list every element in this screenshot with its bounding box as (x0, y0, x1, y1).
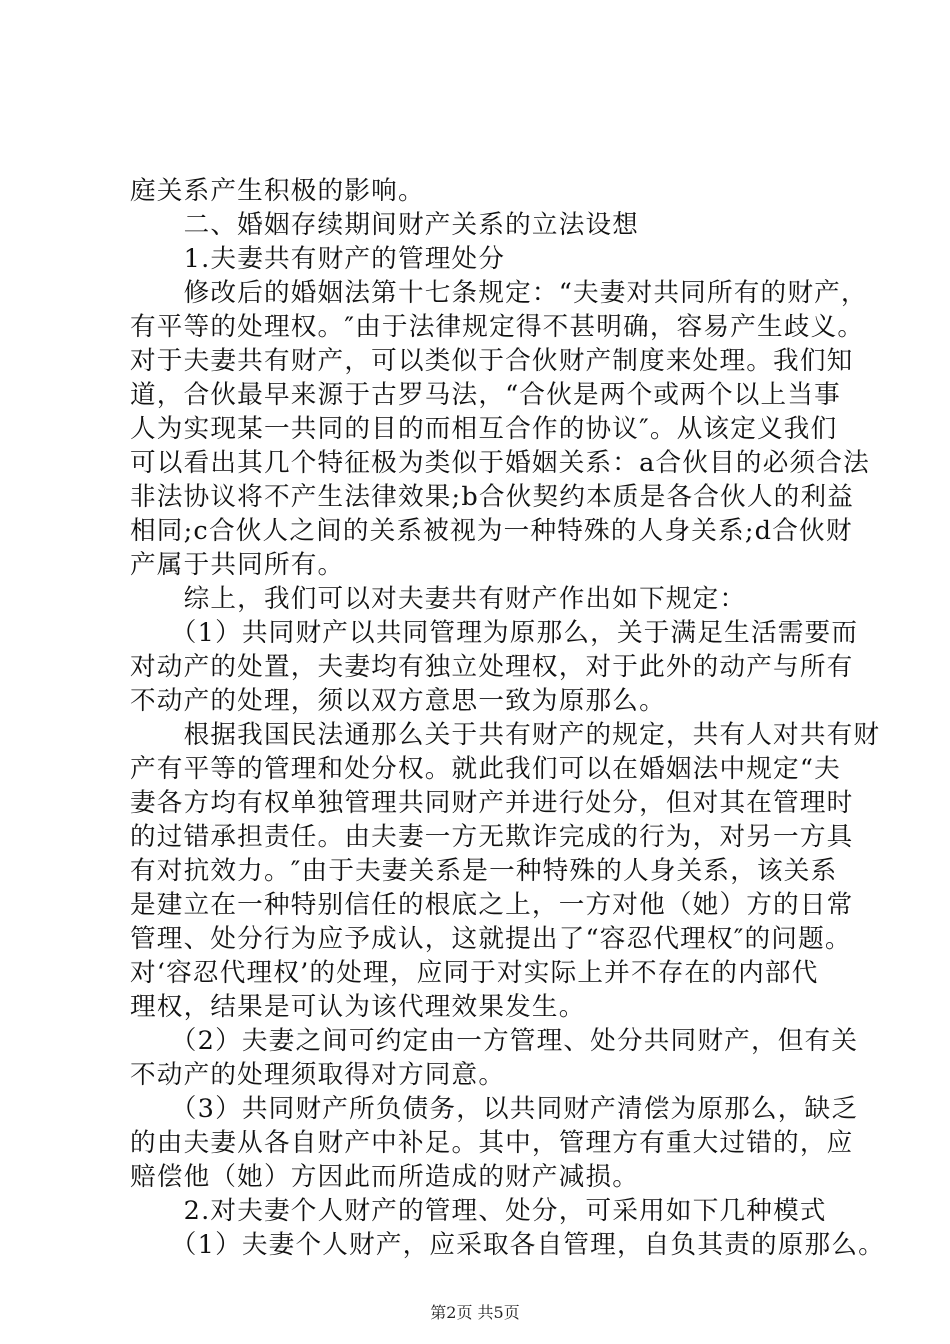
text-line: 赔偿他（她）方因此而所造成的财产减损。 (130, 1162, 640, 1192)
text-line: 是建立在一种特别信任的根底之上，一方对他（她）方的日常 (130, 890, 854, 920)
text-line: 不动产的处理须取得对方同意。 (130, 1060, 506, 1090)
section-heading: 二、婚姻存续期间财产关系的立法设想 (130, 210, 640, 240)
text-line: 不动产的处理，须以双方意思一致为原那么。 (130, 686, 666, 716)
page-number-footer: 第2页 共5页 (430, 1303, 520, 1322)
text-line: 相同;c合伙人之间的关系被视为一种特殊的人身关系;d合伙财 (130, 516, 853, 546)
subsection-heading: 1.夫妻共有财产的管理处分 (130, 244, 506, 274)
text-line: 管理、处分行为应予成认，这就提出了“容忍代理权″的问题。 (130, 924, 852, 954)
text-line: （1）夫妻个人财产，应采取各自管理，自负其责的原那么。 (130, 1230, 885, 1260)
text-line: 根据我国民法通那么关于共有财产的规定，共有人对共有财 (130, 720, 881, 750)
text-line: 人为实现某一共同的目的而相互合作的协议″。从该定义我们 (130, 414, 838, 444)
text-line: 妻各方均有权单独管理共同财产并进行处分，但对其在管理时 (130, 788, 854, 818)
subsection-heading: 2.对夫妻个人财产的管理、处分，可采用如下几种模式 (130, 1196, 827, 1226)
text-line: 对‘容忍代理权’的处理，应同于对实际上并不存在的内部代 (130, 958, 819, 988)
text-line: 的由夫妻从各自财产中补足。其中，管理方有重大过错的，应 (130, 1128, 854, 1158)
text-line: 道，合伙最早来源于古罗马法，“合伙是两个或两个以上当事 (130, 380, 841, 410)
text-line: 庭关系产生积极的影响。 (130, 176, 425, 206)
text-line: 修改后的婚姻法第十七条规定：“夫妻对共同所有的财产， (130, 278, 868, 308)
text-line: 有平等的处理权。″由于法律规定得不甚明确，容易产生歧义。 (130, 312, 865, 342)
text-line: 理权，结果是可认为该代理效果发生。 (130, 992, 586, 1022)
text-line: 可以看出其几个特征极为类似于婚姻关系：a合伙目的必须合法 (130, 448, 870, 478)
text-line: 对动产的处置，夫妻均有独立处理权，对于此外的动产与所有 (130, 652, 854, 682)
text-line: 的过错承担责任。由夫妻一方无欺诈完成的行为，对另一方具 (130, 822, 854, 852)
text-line: 产有平等的管理和处分权。就此我们可以在婚姻法中规定“夫 (130, 754, 841, 784)
text-line: （1）共同财产以共同管理为原那么，关于满足生活需要而 (130, 618, 859, 648)
text-line: 综上，我们可以对夫妻共有财产作出如下规定： (130, 584, 747, 614)
text-line: 非法协议将不产生法律效果;b合伙契约本质是各合伙人的利益 (130, 482, 855, 512)
text-line: （3）共同财产所负债务，以共同财产清偿为原那么，缺乏 (130, 1094, 859, 1124)
text-line: （2）夫妻之间可约定由一方管理、处分共同财产，但有关 (130, 1026, 859, 1056)
text-line: 有对抗效力。″由于夫妻关系是一种特殊的人身关系，该关系 (130, 856, 838, 886)
text-line: 产属于共同所有。 (130, 550, 345, 580)
text-line: 对于夫妻共有财产，可以类似于合伙财产制度来处理。我们知 (130, 346, 854, 376)
